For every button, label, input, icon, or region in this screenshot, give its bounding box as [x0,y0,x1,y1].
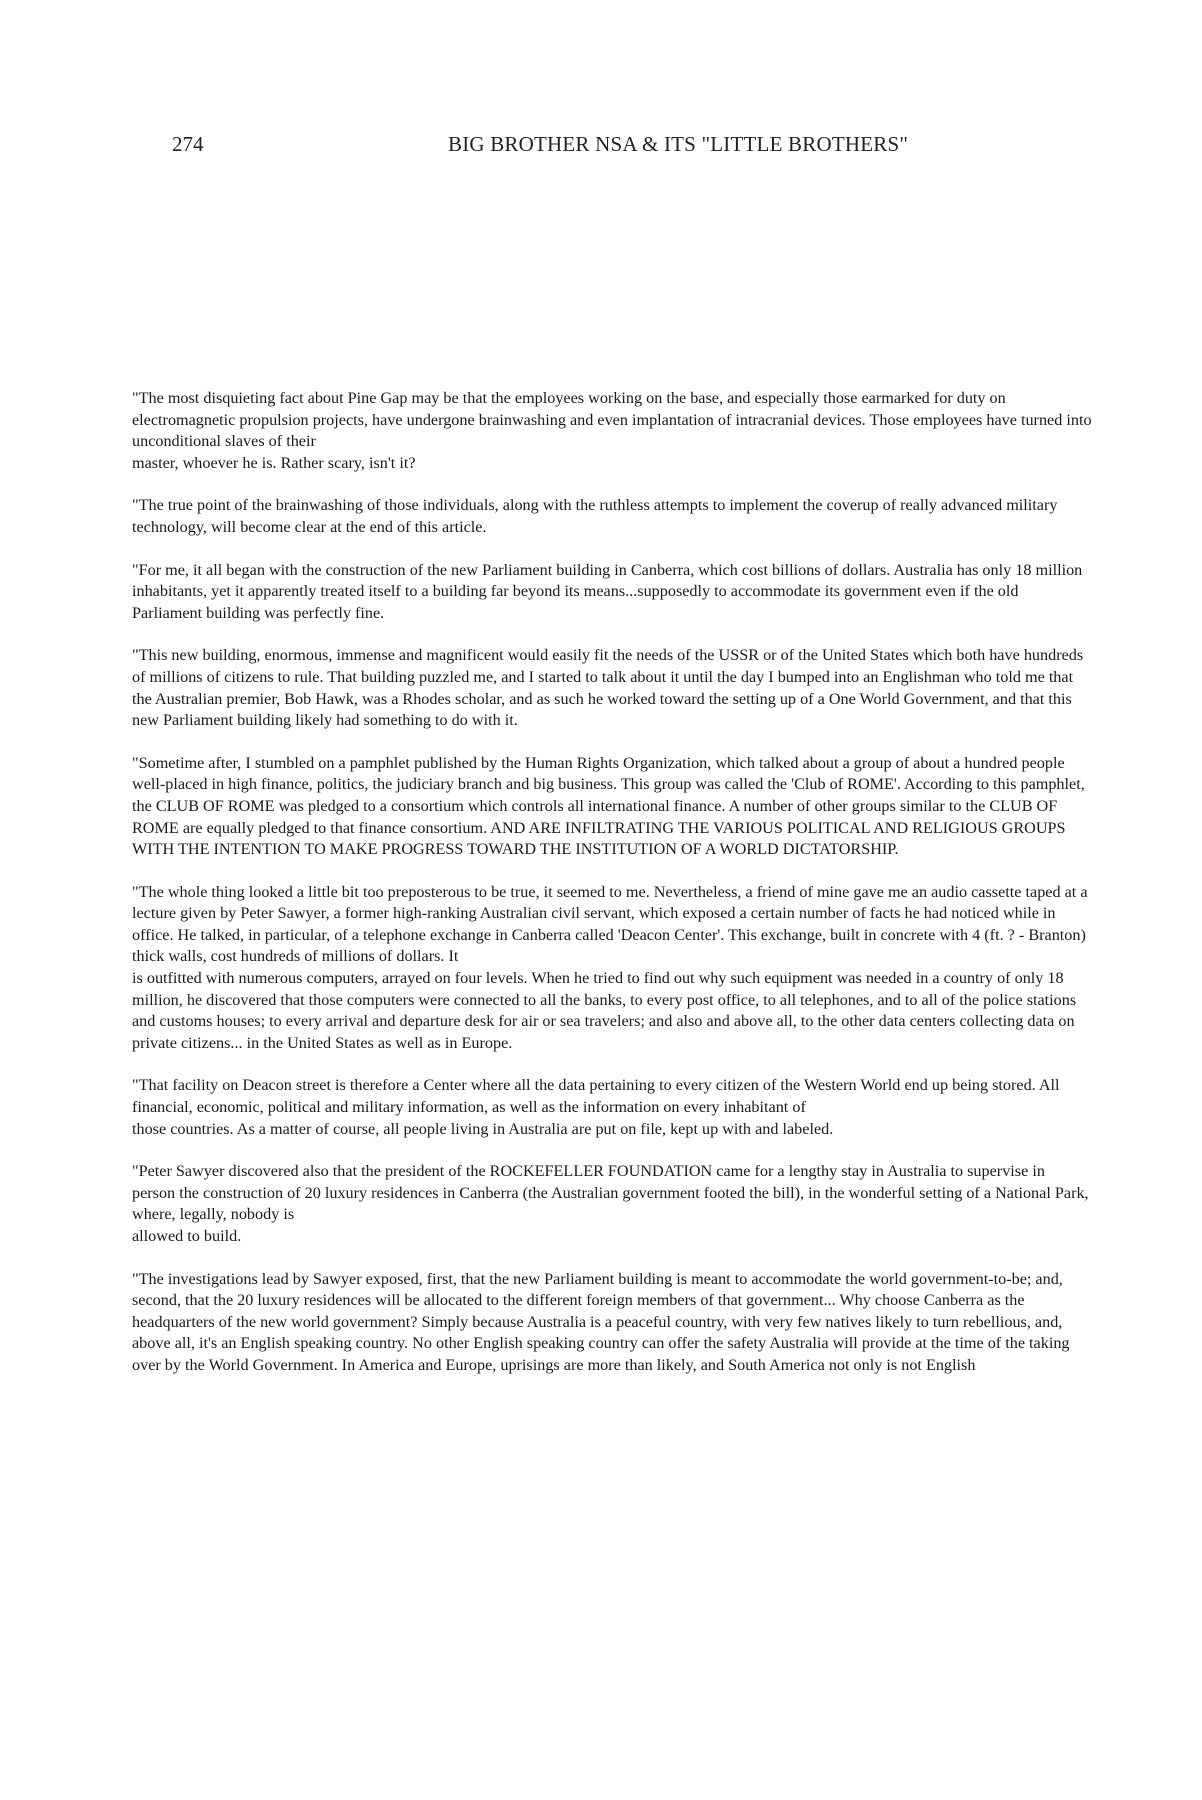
paragraph-deacon-center: "The whole thing looked a little bit too preposterous to be true, it seemed to me. Nevertheless, a friend of mine gave me an audio cassette taped at a lecture given by Peter Sawyer, a former high-ranking Australian civil servant, which exposed a certain number of facts he had noticed while in office. He talked, in particular, of a telephone exchange in Canberra called 'Deacon Center'. This exchange, built in concrete with 4 (ft. ? - Branton) thick walls, cost hundreds of millions of dollars. It is outfitted with numerous computers, arrayed on four levels. When he tried to find out why such equipment was needed in a country of only 18 million, he discovered that those computers were connected to all the banks, to every post office, to all telephones, and to all of the police stations and customs houses; to every arrival and departure desk for air or sea travelers; and also and above all, to the other data centers collecting data on private citizens... in the United States as well as in Europe. [132,882,1088,1052]
running-title: BIG BROTHER NSA & ITS "LITTLE BROTHERS" [448,132,909,156]
page-header [172,132,1042,162]
paragraph-new-building: "This new building, enormous, immense and magnificent would easily fit the needs of the USSR or of the United States which both have hundreds of millions of citizens to rule. That building puzzled me, and I started to talk about it until the day I bumped into an Englishman who told me that the Australian premier, Bob Hawk, was a Rhodes scholar, and as such he worked toward the setting up of a One World Government, and that this new Parliament building likely had something to do with it. [132,646,1084,730]
article-body [132,388,1092,1398]
paragraph-deacon-street: "That facility on Deacon street is therefore a Center where all the data pertaining to every citizen of the Western World end up being stored. All financial, economic, political and military information, as well as the information on every inhabitant of those countries. As a matter of course, all people living in Australia are put on file, kept up with and labeled. [132,1076,1060,1138]
paragraph-club-of-rome: "Sometime after, I stumbled on a pamphlet published by the Human Rights Organization, which talked about a group of about a hundred people well-placed in high finance, politics, the judiciary branch and big business. This group was called the 'Club of ROME'. According to this pamphlet, the CLUB OF ROME was pledged to a consortium which controls all international finance. A number of other groups similar to the CLUB OF ROME are equally pledged to that finance consortium. AND ARE INFILTRATING THE VARIOUS POLITICAL AND RELIGIOUS GROUPS WITH THE INTENTION TO MAKE PROGRESS TOWARD THE INSTITUTION OF A WORLD DICTATORSHIP. [132,753,1085,859]
paragraph-brainwashing: "The true point of the brainwashing of those individuals, along with the ruthless attempts to implement the coverup of really advanced military technology, will become clear at the end of this article. [132,496,1058,536]
paragraph-investigations: "The investigations lead by Sawyer exposed, first, that the new Parliament building is meant to accommodate the world government-to-be; and, second, that the 20 luxury residences will be allocated to the different foreign members of that government... Why choose Canberra as the headquarters of the new world government? Simply because Australia is a peaceful country, with very few natives likely to turn rebellious, and, above all, it's an English speaking country. No other English speaking country can offer the safety Australia will provide at the time of the taking over by the World Government. In America and Europe, uprisings are more than likely, and South America not only is not English [132,1269,1070,1374]
paragraph-rockefeller: "Peter Sawyer discovered also that the president of the ROCKEFELLER FOUNDATION came for a lengthy stay in Australia to supervise in person the construction of 20 luxury residences in Canberra (the Australian government footed the bill), in the wonderful setting of a National Park, where, legally, nobody is allowed to build. [132,1162,1089,1245]
paragraph-parliament: "For me, it all began with the construction of the new Parliament building in Canberra, which cost billions of dollars. Australia has only 18 million inhabitants, yet it apparently treated itself to a building far beyond its means...supposedly to accommodate its government even if the old Parliament building was perfectly fine. [132,560,1083,622]
page-number: 274 [172,132,204,156]
paragraph-pine-gap: "The most disquieting fact about Pine Gap may be that the employees working on the base, and especially those earmarked for duty on electromagnetic propulsion projects, have undergone brainwashing and even implantation of intracranial devices. Those employees have turned into unconditional slaves of their master, whoever he is. Rather scary, isn't it? [132,389,1092,472]
